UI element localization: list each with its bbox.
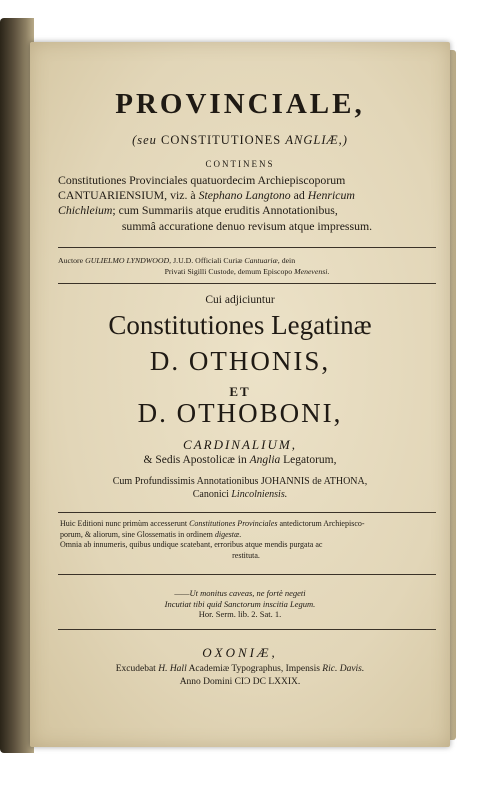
cum-1a: Cum Profundissimis Annotationibus	[112, 476, 259, 487]
divider-rule	[58, 247, 436, 248]
et-line: ET	[229, 384, 251, 399]
huic-1a: Huic Editioni nunc primùm accesserunt	[60, 519, 188, 528]
imprint-line-1	[30, 663, 450, 676]
provincial-description	[58, 173, 436, 234]
cardinalium-line: CARDINALIUM,	[183, 437, 297, 452]
adjiciuntur-line: Cui adjiciuntur	[205, 294, 275, 306]
cum-2a: Canonici	[192, 488, 229, 500]
prov-line-2c: ad	[293, 188, 305, 203]
auctor-1b: GULIELMO LYNDWOOD,	[85, 256, 172, 265]
huic-1b: Constitutiones Provinciales	[189, 519, 278, 528]
imprint-date: Anno Domini CIƆ DC LXXIX.	[179, 677, 301, 687]
huic-line-3: Omnia ab innumeris, quibus undique scatebant, erroribus atque mendis purgata ac	[60, 540, 323, 549]
prov-line-3	[58, 203, 436, 218]
book-spine	[0, 18, 34, 753]
sedis-line	[30, 454, 450, 466]
auctor-2a: Privati Sigilli Custode, demum Episcopo	[164, 267, 293, 276]
prov-line-2	[58, 188, 436, 203]
place-oxoniae: OXONIÆ,	[202, 645, 278, 660]
sedis-b: Anglia	[249, 454, 281, 466]
title-page	[30, 42, 450, 747]
sedis-c: Legatorum,	[283, 454, 337, 466]
cum-line-1	[30, 476, 450, 489]
prov-line-1: Constitutiones Provinciales quatuordecim Archiepiscoporum	[58, 173, 346, 187]
auctor-1a: Auctore	[58, 256, 84, 265]
imprint	[30, 663, 450, 689]
sedis-a: & Sedis Apostolicæ in	[143, 454, 247, 466]
cum-2b: Lincolniensis.	[231, 488, 288, 500]
excud-1b: H. Hall	[158, 664, 187, 674]
excud-1a: Excudebat	[115, 664, 156, 674]
divider-rule	[58, 629, 436, 630]
continens-heading: CONTINENS	[205, 159, 275, 169]
huic-line-4: restituta.	[232, 550, 260, 560]
edition-note	[60, 519, 432, 561]
prov-line-2b: Stephano Langtono	[198, 188, 291, 203]
quote-line-2: Incutiat tibi quid Sanctorum inscitia Legum.	[164, 598, 316, 609]
legatine-heading: Constitutiones Legatinæ	[108, 310, 372, 340]
auctor-line-2	[58, 266, 436, 277]
prov-line-2a: CANTUARIENSIUM, viz. à	[58, 188, 196, 203]
author-statement	[58, 255, 436, 277]
prov-line-3a: Chichleium	[58, 203, 113, 218]
divider-rule	[58, 574, 436, 575]
cum-1b: JOHANNIS de ATHONA,	[260, 476, 368, 487]
excud-1d: Ric. Davis.	[322, 664, 365, 674]
huic-2a: porum, & aliorum, sine Glossematis in ordinem	[60, 529, 213, 539]
cum-line-2	[30, 489, 450, 502]
subtitle-pre: (seu	[132, 133, 157, 147]
prov-line-4: summâ accuratione denuo revisum atque impressum.	[121, 218, 373, 233]
subtitle-main: CONSTITUTIONES	[161, 133, 282, 147]
divider-rule	[58, 283, 436, 284]
huic-line-2	[60, 530, 432, 541]
huic-line-1	[60, 519, 432, 530]
subtitle	[30, 133, 450, 148]
prov-line-3b: ; cum Summariis atque eruditis Annotationibus,	[112, 203, 338, 218]
prov-line-2d: Henricum	[307, 188, 355, 203]
auctor-line-1	[58, 255, 436, 266]
quote-citation: Hor. Serm. lib. 2. Sat. 1.	[198, 609, 282, 619]
quote-line-1: ——Ut monitus caveas, ne fortè negeti	[174, 588, 306, 598]
subtitle-post: ANGLIÆ,)	[285, 133, 348, 147]
divider-rule	[58, 512, 436, 513]
othoboni-heading: D. OTHOBONI,	[137, 398, 343, 428]
excud-1c: Academiæ Typographus, Impensis	[188, 664, 320, 674]
auctor-1e: , dein	[277, 256, 296, 265]
main-title: PROVINCIALE,	[115, 88, 365, 120]
huic-1c: antedictorum Archiepisco-	[279, 519, 365, 528]
huic-2b: digestæ.	[214, 529, 242, 539]
auctor-1d: Cantuariæ	[244, 256, 278, 265]
horace-quote	[30, 588, 450, 620]
auctor-2b: Menevensi.	[294, 267, 330, 276]
annotations-statement	[30, 476, 450, 501]
auctor-1c: J.U.D. Officiali Curiæ	[173, 256, 243, 265]
othonis-heading: D. OTHONIS,	[149, 346, 331, 376]
